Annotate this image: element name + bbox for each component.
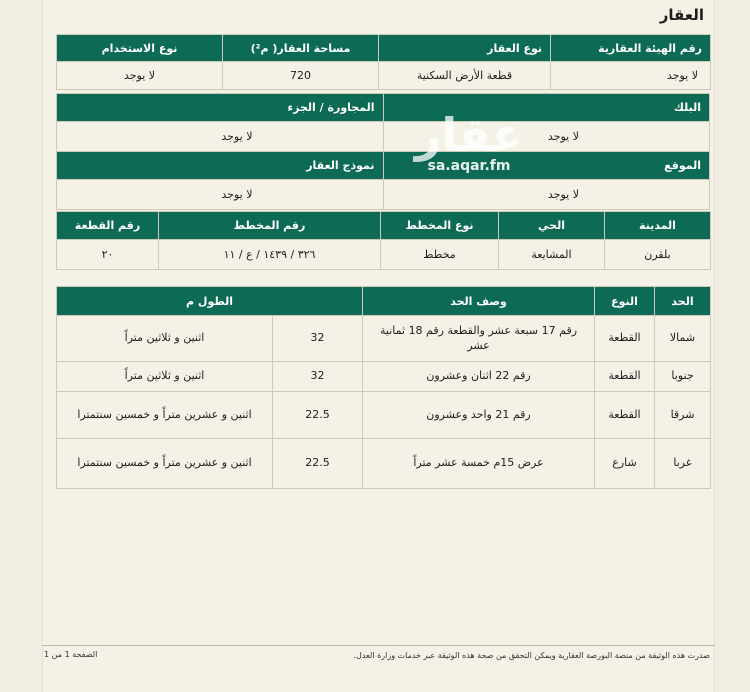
boundary-length-number: 22.5 [273, 439, 363, 489]
boundary-description: رقم 21 واحد وعشرون [363, 392, 595, 439]
footer-divider [42, 645, 715, 646]
plan-table [56, 211, 711, 270]
boundary-type: شارع [595, 439, 655, 489]
section-title: العقار [659, 6, 704, 24]
header-boundary-type: النوع [595, 287, 655, 316]
boundary-length-number: 32 [273, 316, 363, 362]
header-property-authority-no: رقم الهيئة العقارية [551, 35, 711, 62]
boundary-length-number: 32 [273, 362, 363, 392]
header-property-type: نوع العقار [379, 35, 551, 62]
table-row [57, 439, 711, 489]
boundary-length-text: اثنين و عشرين متراً و خمسين سنتمترا [57, 392, 273, 439]
header-block: البلك [383, 94, 710, 122]
boundary-side: جنوبا [655, 362, 711, 392]
watermark-domain: sa.aqar.fm [427, 158, 511, 174]
value-plan-number: ٣٢٦ / ١٤٣٩ / ع / ١١ [159, 240, 381, 270]
boundaries-table [56, 286, 711, 489]
boundary-side: شرقا [655, 392, 711, 439]
boundary-type: القطعة [595, 392, 655, 439]
value-property-type: قطعة الأرض السكنية [379, 62, 551, 90]
property-table [56, 34, 711, 90]
boundary-length-text: اثنين و عشرين متراً و خمسين سنتمترا [57, 439, 273, 489]
boundary-length-number: 22.5 [273, 392, 363, 439]
value-location: لا يوجد [383, 180, 710, 210]
boundary-length-text: اثنين و ثلاثين متراً [57, 316, 273, 362]
table-row [57, 362, 711, 392]
table-row [57, 316, 711, 362]
boundary-type: القطعة [595, 316, 655, 362]
boundary-description: عرض 15م خمسة عشر متراً [363, 439, 595, 489]
header-property-model: نموذج العقار [57, 152, 384, 180]
value-city: بلقرن [605, 240, 711, 270]
details-table [56, 93, 710, 210]
value-parcel-number: ٢٠ [57, 240, 159, 270]
header-district: الحي [499, 212, 605, 240]
header-property-area: مساحة العقار( م²) [223, 35, 379, 62]
header-parcel-number: رقم القطعة [57, 212, 159, 240]
value-property-model: لا يوجد [57, 180, 384, 210]
page-number: الصفحة 1 من 1 [44, 650, 98, 659]
value-district: المشايعة [499, 240, 605, 270]
header-boundary-side: الحد [655, 287, 711, 316]
boundary-description: رقم 22 اثنان وعشرون [363, 362, 595, 392]
boundary-side: غربا [655, 439, 711, 489]
boundary-side: شمالا [655, 316, 711, 362]
value-property-authority-no: لا يوجد [551, 62, 711, 90]
value-plan-type: مخطط [381, 240, 499, 270]
value-usage-type: لا يوجد [57, 62, 223, 90]
header-plan-type: نوع المخطط [381, 212, 499, 240]
header-city: المدينة [605, 212, 711, 240]
value-block: لا يوجد [383, 122, 710, 152]
header-adjacent: المجاورة / الجزء [57, 94, 384, 122]
footer-note: صدرت هذه الوثيقة من منصة البورصة العقارية ويمكن التحقق من صحة هذه الوثيقة عبر خدمات وزارة العدل. [353, 651, 710, 660]
header-location: الموقع [383, 152, 710, 180]
header-boundary-length: الطول م [57, 287, 363, 316]
value-property-area: 720 [223, 62, 379, 90]
boundary-description: رقم 17 سبعة عشر والقطعة رقم 18 ثمانية عشر [363, 316, 595, 362]
value-adjacent: لا يوجد [57, 122, 384, 152]
header-usage-type: نوع الاستخدام [57, 35, 223, 62]
header-boundary-description: وصف الحد [363, 287, 595, 316]
boundary-type: القطعة [595, 362, 655, 392]
header-plan-number: رقم المخطط [159, 212, 381, 240]
boundary-length-text: اثنين و ثلاثين متراً [57, 362, 273, 392]
table-row [57, 392, 711, 439]
watermark-logo: عقار [414, 108, 524, 162]
